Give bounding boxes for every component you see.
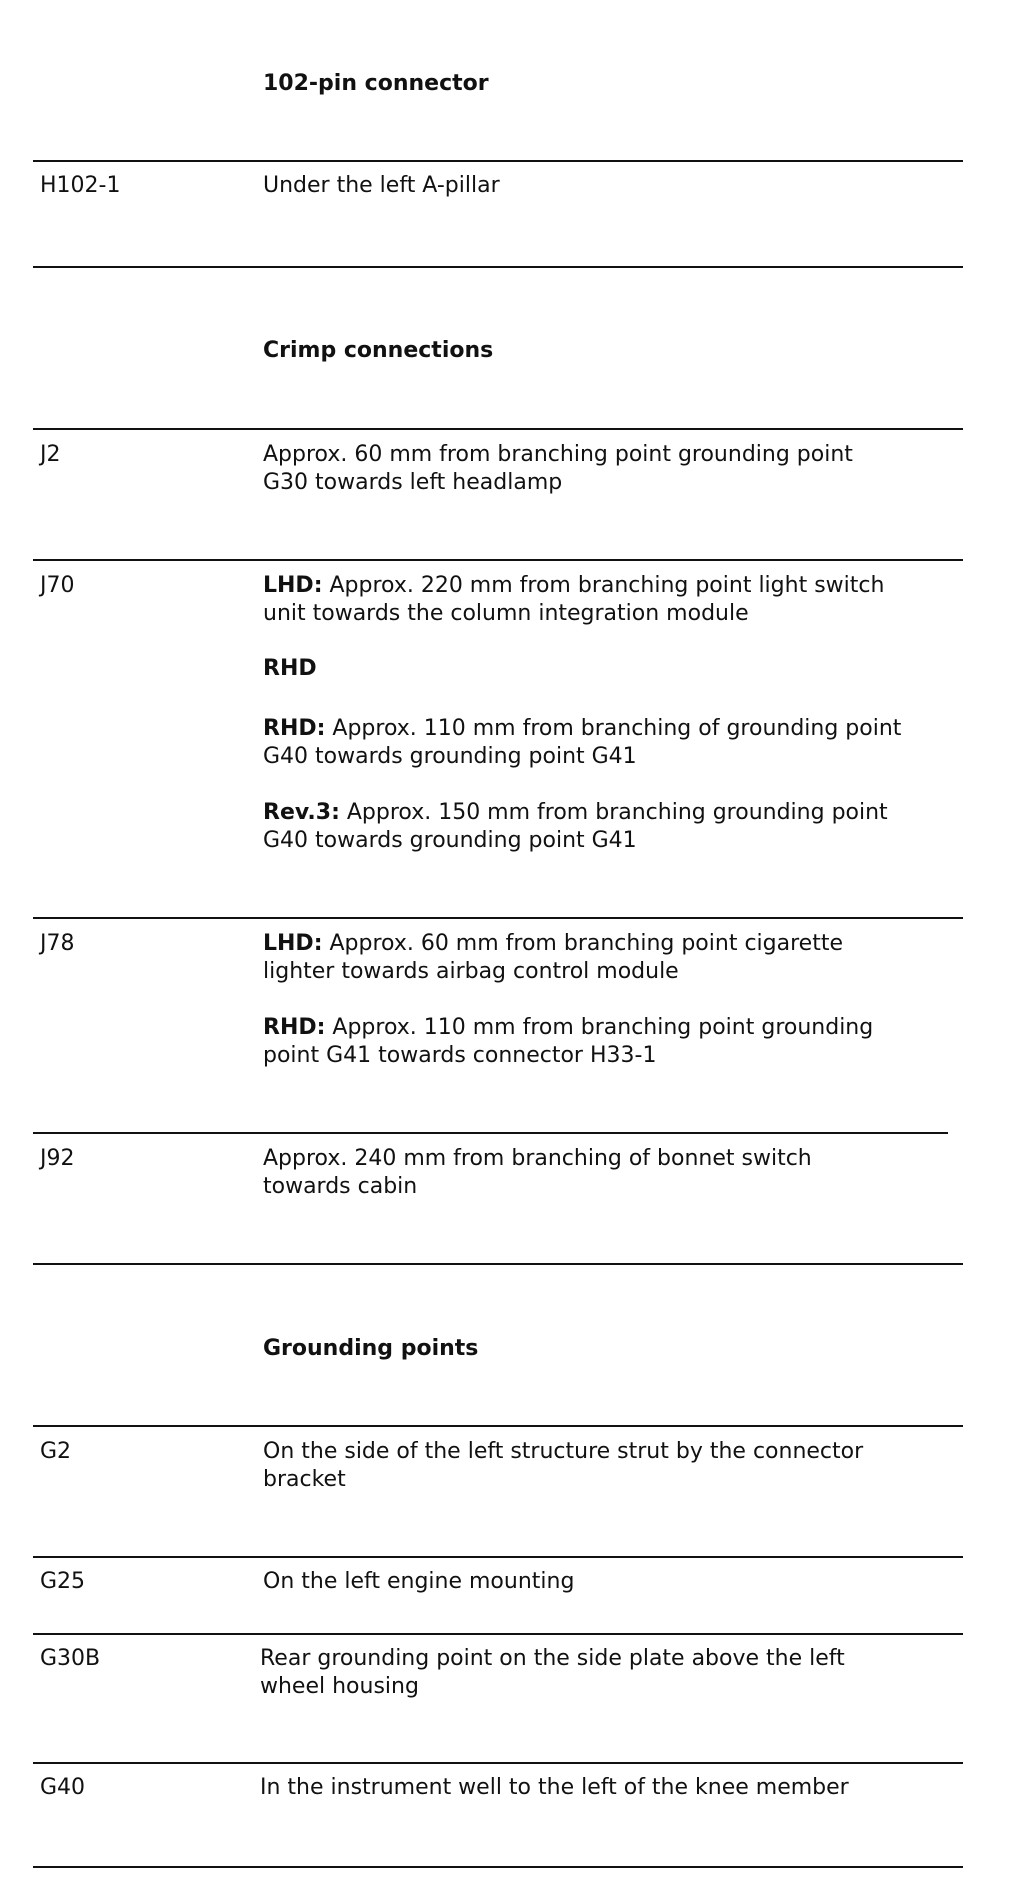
- rev3-label: Rev.3:: [263, 800, 340, 825]
- row-description-j70-lhd-line-2: unit towards the column integration module: [263, 601, 749, 626]
- row-description-g30b-line-1: Rear grounding point on the side plate above the left: [260, 1646, 845, 1671]
- row-description-j70-rev3-line-1: [263, 799, 888, 827]
- row-id-j2: J2: [40, 442, 61, 467]
- row-id-j70: J70: [40, 573, 75, 598]
- rhd-text: Approx. 110 mm from branching point grounding: [325, 1015, 874, 1040]
- row-description-g2-line-1: On the side of the left structure strut by the connector: [263, 1439, 864, 1464]
- row-description-j78-lhd-line-1: [263, 930, 843, 958]
- lhd-text: Approx. 60 mm from branching point cigarette: [322, 931, 843, 956]
- row-divider: [33, 1556, 963, 1558]
- section-heading-102-pin-connector: 102-pin connector: [263, 71, 489, 96]
- row-description-j92-line-1: Approx. 240 mm from branching of bonnet switch: [263, 1146, 812, 1171]
- row-description-j2-line-1: Approx. 60 mm from branching point grounding point: [263, 442, 853, 467]
- lhd-label: LHD:: [263, 573, 323, 598]
- row-divider: [33, 160, 963, 162]
- row-id-g2: G2: [40, 1439, 72, 1464]
- row-description-h102-1: Under the left A-pillar: [263, 173, 500, 198]
- row-description-j70-lhd-line-1: [263, 572, 884, 600]
- row-id-j92: J92: [40, 1146, 75, 1171]
- row-id-g40: G40: [40, 1775, 86, 1800]
- row-id-g25: G25: [40, 1569, 86, 1594]
- row-description-j70-rev3-line-2: G40 towards grounding point G41: [263, 828, 637, 853]
- row-divider: [33, 1633, 963, 1635]
- row-divider: [33, 917, 963, 919]
- rhd-label: RHD:: [263, 716, 326, 741]
- row-description-j78-lhd-line-2: lighter towards airbag control module: [263, 959, 679, 984]
- section-heading-crimp-connections: Crimp connections: [263, 338, 494, 363]
- row-divider: [33, 428, 963, 430]
- row-divider: [33, 1425, 963, 1427]
- row-id-g30b: G30B: [40, 1646, 101, 1671]
- rhd-text: Approx. 110 mm from branching of grounding point: [325, 716, 902, 741]
- row-description-g40: In the instrument well to the left of the knee member: [260, 1775, 849, 1800]
- row-description-j70-rhd-line-1: [263, 715, 901, 743]
- row-divider: [33, 1132, 948, 1134]
- row-id-h102-1: H102-1: [40, 173, 121, 198]
- row-description-j92-line-2: towards cabin: [263, 1174, 418, 1199]
- lhd-label: LHD:: [263, 931, 323, 956]
- row-description-g25: On the left engine mounting: [263, 1569, 575, 1594]
- section-heading-grounding-points: Grounding points: [263, 1336, 479, 1361]
- row-divider: [33, 266, 963, 268]
- row-description-j78-rhd-line-1: [263, 1014, 873, 1042]
- row-id-j78: J78: [40, 931, 75, 956]
- row-subheading-rhd: RHD: [263, 656, 317, 681]
- row-divider: [33, 1866, 963, 1868]
- row-description-j78-rhd-line-2: point G41 towards connector H33-1: [263, 1043, 657, 1068]
- row-divider: [33, 1762, 963, 1764]
- row-description-j2-line-2: G30 towards left headlamp: [263, 470, 563, 495]
- row-description-g2-line-2: bracket: [263, 1467, 346, 1492]
- row-description-g30b-line-2: wheel housing: [260, 1674, 419, 1699]
- row-divider: [33, 1263, 963, 1265]
- row-description-j70-rhd-line-2: G40 towards grounding point G41: [263, 744, 637, 769]
- rev3-text: Approx. 150 mm from branching grounding point: [339, 800, 888, 825]
- lhd-text: Approx. 220 mm from branching point light switch: [322, 573, 885, 598]
- row-divider: [33, 559, 963, 561]
- rhd-label: RHD:: [263, 1015, 326, 1040]
